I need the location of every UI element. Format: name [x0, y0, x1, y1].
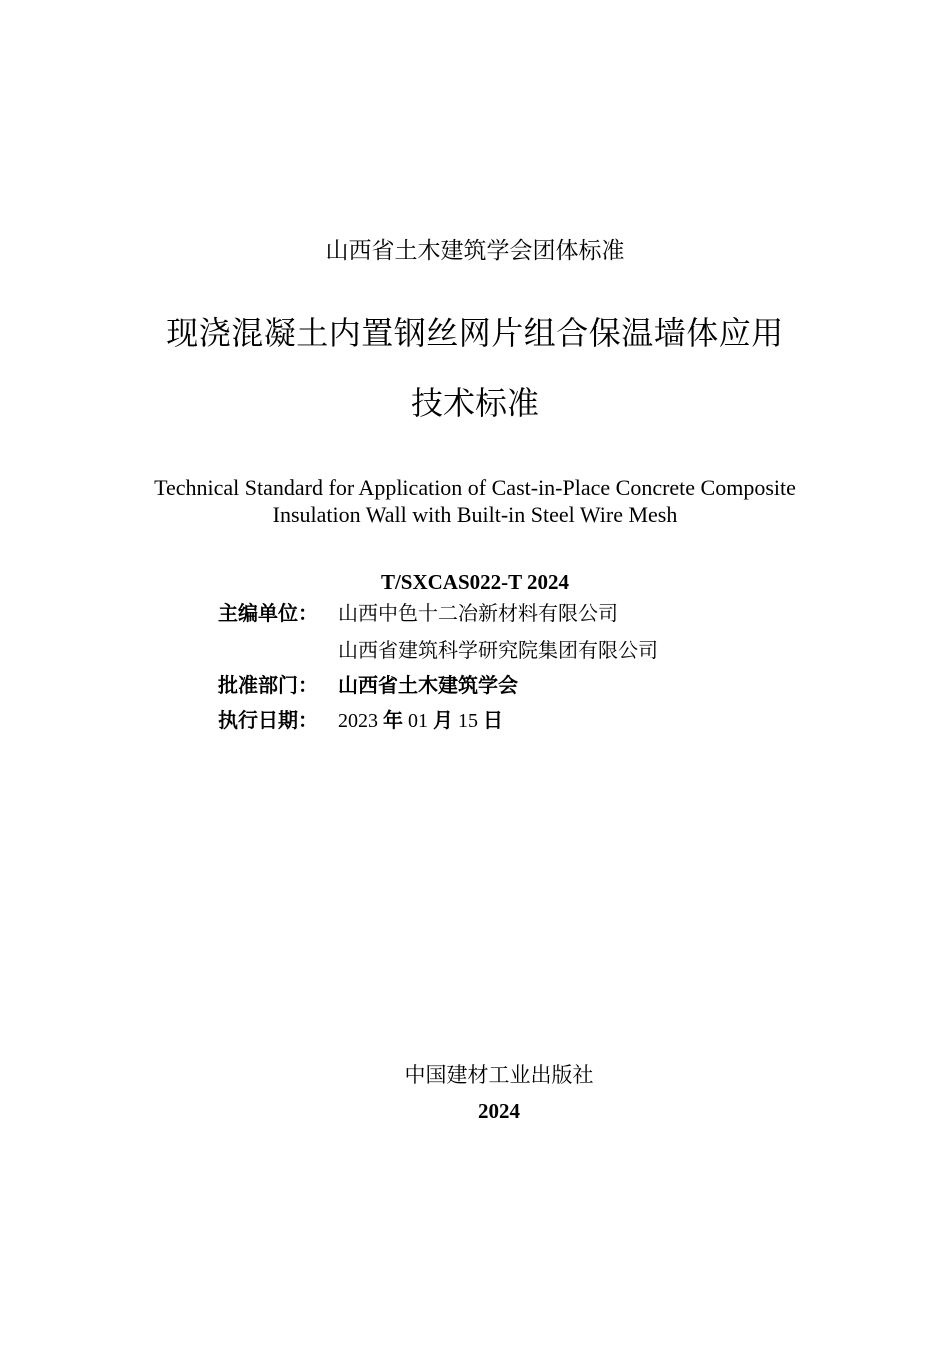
- approver-label: 批准部门：: [218, 673, 318, 697]
- effective-date-label: 执行日期：: [218, 708, 318, 732]
- editor-organization-1: 山西中色十二冶新材料有限公司: [338, 601, 618, 625]
- effective-date: [338, 706, 503, 735]
- effective-day: 15: [458, 710, 478, 732]
- document-title-line-2: 技术标准: [410, 384, 539, 422]
- month-char: 月: [433, 708, 453, 732]
- standard-code: T/SXCAS022-T 2024: [380, 570, 570, 594]
- english-title-line-2: Insulation Wall with Built-in Steel Wire Mesh: [272, 502, 678, 527]
- series-title: 山西省土木建筑学会团体标准: [325, 238, 625, 264]
- publish-year: 2024: [478, 1099, 520, 1123]
- effective-month: 01: [408, 710, 428, 732]
- publisher-name: 中国建材工业出版社: [404, 1063, 594, 1087]
- document-title-line-1: 现浇混凝土内置钢丝网片组合保温墙体应用: [166, 314, 784, 352]
- day-char: 日: [483, 708, 503, 732]
- approver-organization: 山西省土木建筑学会: [338, 673, 518, 697]
- english-title-line-1: Technical Standard for Application of Cast-in-Place Concrete Composite: [154, 475, 796, 500]
- year-char: 年: [383, 708, 403, 732]
- editor-organization-2: 山西省建筑科学研究院集团有限公司: [338, 638, 658, 662]
- editor-label: 主编单位：: [218, 601, 318, 625]
- effective-year: 2023: [338, 710, 378, 732]
